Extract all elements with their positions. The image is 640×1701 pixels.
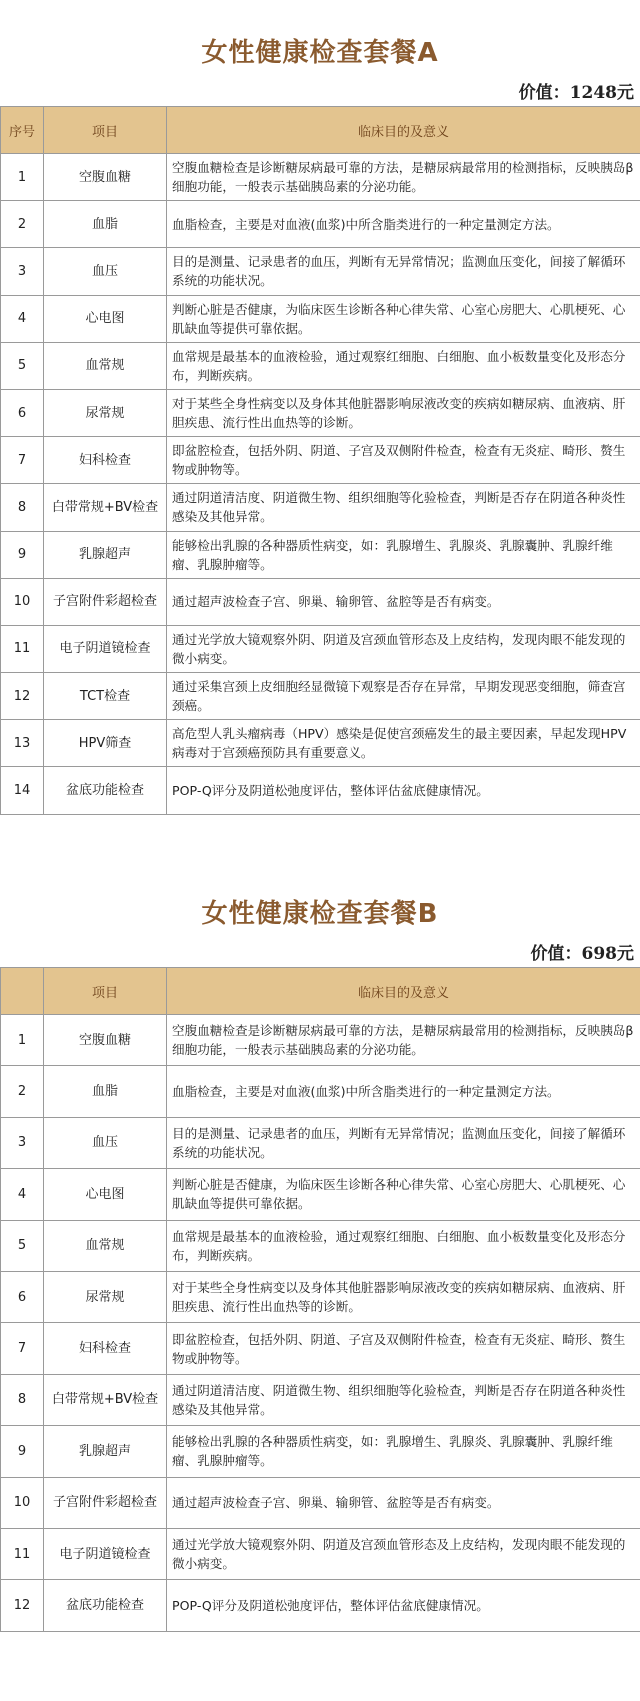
row-item: 血压 xyxy=(44,248,167,295)
row-number: 2 xyxy=(1,201,44,248)
package-b-title: 女性健康检查套餐B xyxy=(201,899,439,929)
row-item: 乳腺超声 xyxy=(44,531,167,578)
table-row xyxy=(1,578,640,625)
row-number: 3 xyxy=(1,248,44,295)
row-number: 14 xyxy=(1,767,44,814)
row-item: 电子阴道镜检查 xyxy=(44,625,167,672)
header-item: 项目 xyxy=(44,968,167,1015)
row-item: 血常规 xyxy=(44,342,167,389)
row-description: 对于某些全身性病变以及身体其他脏器影响尿液改变的疾病如糖尿病、血液病、肝胆疾患、流行性出血热等的诊断。 xyxy=(167,389,640,436)
table-row xyxy=(1,1271,640,1322)
table-row xyxy=(1,1580,640,1631)
table-header-row xyxy=(1,968,640,1015)
row-description: 判断心脏是否健康，为临床医生诊断各种心律失常、心室心房肥大、心肌梗死、心肌缺血等提供可靠依据。 xyxy=(167,295,640,342)
table-row xyxy=(1,1169,640,1220)
table-row xyxy=(1,1477,640,1528)
table-row xyxy=(1,437,640,484)
row-item: TCT检查 xyxy=(44,673,167,720)
header-purpose: 临床目的及意义 xyxy=(167,107,640,154)
table-row xyxy=(1,484,640,531)
row-description: 血常规是最基本的血液检验，通过观察红细胞、白细胞、血小板数量变化及形态分布，判断疾病。 xyxy=(167,1220,640,1271)
row-description: 血脂检查，主要是对血液(血浆)中所含脂类进行的一种定量测定方法。 xyxy=(167,1066,640,1117)
row-item: 妇科检查 xyxy=(44,437,167,484)
row-number: 7 xyxy=(1,437,44,484)
row-description: 即盆腔检查，包括外阴、阴道、子宫及双侧附件检查，检查有无炎症、畸形、赘生物或肿物等。 xyxy=(167,437,640,484)
row-description: POP-Q评分及阴道松弛度评估，整体评估盆底健康情况。 xyxy=(167,767,640,814)
row-description: 空腹血糖检查是诊断糖尿病最可靠的方法，是糖尿病最常用的检测指标，反映胰岛β细胞功能，一般表示基础胰岛素的分泌功能。 xyxy=(167,1015,640,1066)
row-item: 空腹血糖 xyxy=(44,154,167,201)
table-row xyxy=(1,767,640,814)
row-number: 1 xyxy=(1,154,44,201)
row-description: 通过超声波检查子宫、卵巢、输卵管、盆腔等是否有病变。 xyxy=(167,1477,640,1528)
row-description: 通过阴道清洁度、阴道微生物、组织细胞等化验检查，判断是否存在阴道各种炎性感染及其他异常。 xyxy=(167,484,640,531)
row-description: 能够检出乳腺的各种器质性病变，如：乳腺增生、乳腺炎、乳腺囊肿、乳腺纤维瘤、乳腺肿瘤等。 xyxy=(167,1426,640,1477)
header-no xyxy=(1,968,44,1015)
table-row xyxy=(1,1426,640,1477)
row-number: 9 xyxy=(1,1426,44,1477)
package-b-rows xyxy=(1,1015,640,1632)
row-description: 对于某些全身性病变以及身体其他脏器影响尿液改变的疾病如糖尿病、血液病、肝胆疾患、流行性出血热等的诊断。 xyxy=(167,1271,640,1322)
row-description: 通过超声波检查子宫、卵巢、输卵管、盆腔等是否有病变。 xyxy=(167,578,640,625)
row-number: 5 xyxy=(1,1220,44,1271)
row-number: 9 xyxy=(1,531,44,578)
row-number: 2 xyxy=(1,1066,44,1117)
package-b-price: 价值：698元 xyxy=(530,944,634,964)
row-item: 血常规 xyxy=(44,1220,167,1271)
row-number: 12 xyxy=(1,673,44,720)
row-number: 11 xyxy=(1,625,44,672)
row-number: 1 xyxy=(1,1015,44,1066)
table-row xyxy=(1,1220,640,1271)
row-item: 血压 xyxy=(44,1117,167,1168)
row-item: 乳腺超声 xyxy=(44,1426,167,1477)
row-number: 4 xyxy=(1,1169,44,1220)
row-number: 8 xyxy=(1,484,44,531)
row-number: 8 xyxy=(1,1374,44,1425)
row-item: 心电图 xyxy=(44,1169,167,1220)
table-row xyxy=(1,248,640,295)
table-header-row xyxy=(1,107,640,154)
table-row xyxy=(1,1528,640,1579)
table-row xyxy=(1,389,640,436)
row-number: 12 xyxy=(1,1580,44,1631)
row-number: 6 xyxy=(1,389,44,436)
row-item: 尿常规 xyxy=(44,1271,167,1322)
row-description: POP-Q评分及阴道松弛度评估，整体评估盆底健康情况。 xyxy=(167,1580,640,1631)
package-a-title: 女性健康检查套餐A xyxy=(201,38,439,68)
row-description: 目的是测量、记录患者的血压，判断有无异常情况；监测血压变化，间接了解循环系统的功能状况。 xyxy=(167,248,640,295)
row-description: 即盆腔检查，包括外阴、阴道、子宫及双侧附件检查，检查有无炎症、畸形、赘生物或肿物等。 xyxy=(167,1323,640,1374)
table-row xyxy=(1,720,640,767)
row-item: 妇科检查 xyxy=(44,1323,167,1374)
row-description: 目的是测量、记录患者的血压，判断有无异常情况；监测血压变化，间接了解循环系统的功能状况。 xyxy=(167,1117,640,1168)
table-row xyxy=(1,1015,640,1066)
table-row xyxy=(1,342,640,389)
row-item: HPV筛查 xyxy=(44,720,167,767)
table-row xyxy=(1,1066,640,1117)
table-row xyxy=(1,154,640,201)
row-number: 6 xyxy=(1,1271,44,1322)
row-number: 11 xyxy=(1,1528,44,1579)
row-item: 盆底功能检查 xyxy=(44,1580,167,1631)
table-row xyxy=(1,673,640,720)
table-row xyxy=(1,1323,640,1374)
row-item: 电子阴道镜检查 xyxy=(44,1528,167,1579)
row-item: 尿常规 xyxy=(44,389,167,436)
row-item: 盆底功能检查 xyxy=(44,767,167,814)
row-item: 血脂 xyxy=(44,1066,167,1117)
row-item: 空腹血糖 xyxy=(44,1015,167,1066)
row-number: 4 xyxy=(1,295,44,342)
package-a-table xyxy=(0,106,640,815)
header-purpose: 临床目的及意义 xyxy=(167,968,640,1015)
header-item: 项目 xyxy=(44,107,167,154)
row-number: 7 xyxy=(1,1323,44,1374)
row-number: 13 xyxy=(1,720,44,767)
table-row xyxy=(1,625,640,672)
package-a-rows xyxy=(1,154,640,815)
table-row xyxy=(1,531,640,578)
table-row xyxy=(1,1117,640,1168)
row-item: 心电图 xyxy=(44,295,167,342)
row-description: 通过阴道清洁度、阴道微生物、组织细胞等化验检查，判断是否存在阴道各种炎性感染及其他异常。 xyxy=(167,1374,640,1425)
row-item: 子宫附件彩超检查 xyxy=(44,1477,167,1528)
row-number: 10 xyxy=(1,578,44,625)
row-description: 通过光学放大镜观察外阴、阴道及宫颈血管形态及上皮结构，发现肉眼不能发现的微小病变。 xyxy=(167,625,640,672)
header-no: 序号 xyxy=(1,107,44,154)
row-description: 空腹血糖检查是诊断糖尿病最可靠的方法，是糖尿病最常用的检测指标，反映胰岛β细胞功能，一般表示基础胰岛素的分泌功能。 xyxy=(167,154,640,201)
row-description: 能够检出乳腺的各种器质性病变，如：乳腺增生、乳腺炎、乳腺囊肿、乳腺纤维瘤、乳腺肿瘤等。 xyxy=(167,531,640,578)
row-item: 白带常规+BV检查 xyxy=(44,1374,167,1425)
row-number: 5 xyxy=(1,342,44,389)
row-description: 高危型人乳头瘤病毒（HPV）感染是促使宫颈癌发生的最主要因素，早起发现HPV病毒对于宫颈癌预防具有重要意义。 xyxy=(167,720,640,767)
table-row xyxy=(1,201,640,248)
row-description: 通过光学放大镜观察外阴、阴道及宫颈血管形态及上皮结构，发现肉眼不能发现的微小病变。 xyxy=(167,1528,640,1579)
table-row xyxy=(1,295,640,342)
row-description: 血常规是最基本的血液检验，通过观察红细胞、白细胞、血小板数量变化及形态分布，判断疾病。 xyxy=(167,342,640,389)
package-b-table xyxy=(0,967,640,1632)
row-item: 白带常规+BV检查 xyxy=(44,484,167,531)
row-number: 3 xyxy=(1,1117,44,1168)
package-a-price: 价值：1248元 xyxy=(518,83,634,103)
row-description: 判断心脏是否健康，为临床医生诊断各种心律失常、心室心房肥大、心肌梗死、心肌缺血等提供可靠依据。 xyxy=(167,1169,640,1220)
row-item: 子宫附件彩超检查 xyxy=(44,578,167,625)
row-number: 10 xyxy=(1,1477,44,1528)
row-description: 血脂检查，主要是对血液(血浆)中所含脂类进行的一种定量测定方法。 xyxy=(167,201,640,248)
table-row xyxy=(1,1374,640,1425)
row-description: 通过采集宫颈上皮细胞经显微镜下观察是否存在异常，早期发现恶变细胞，筛查宫颈癌。 xyxy=(167,673,640,720)
row-item: 血脂 xyxy=(44,201,167,248)
